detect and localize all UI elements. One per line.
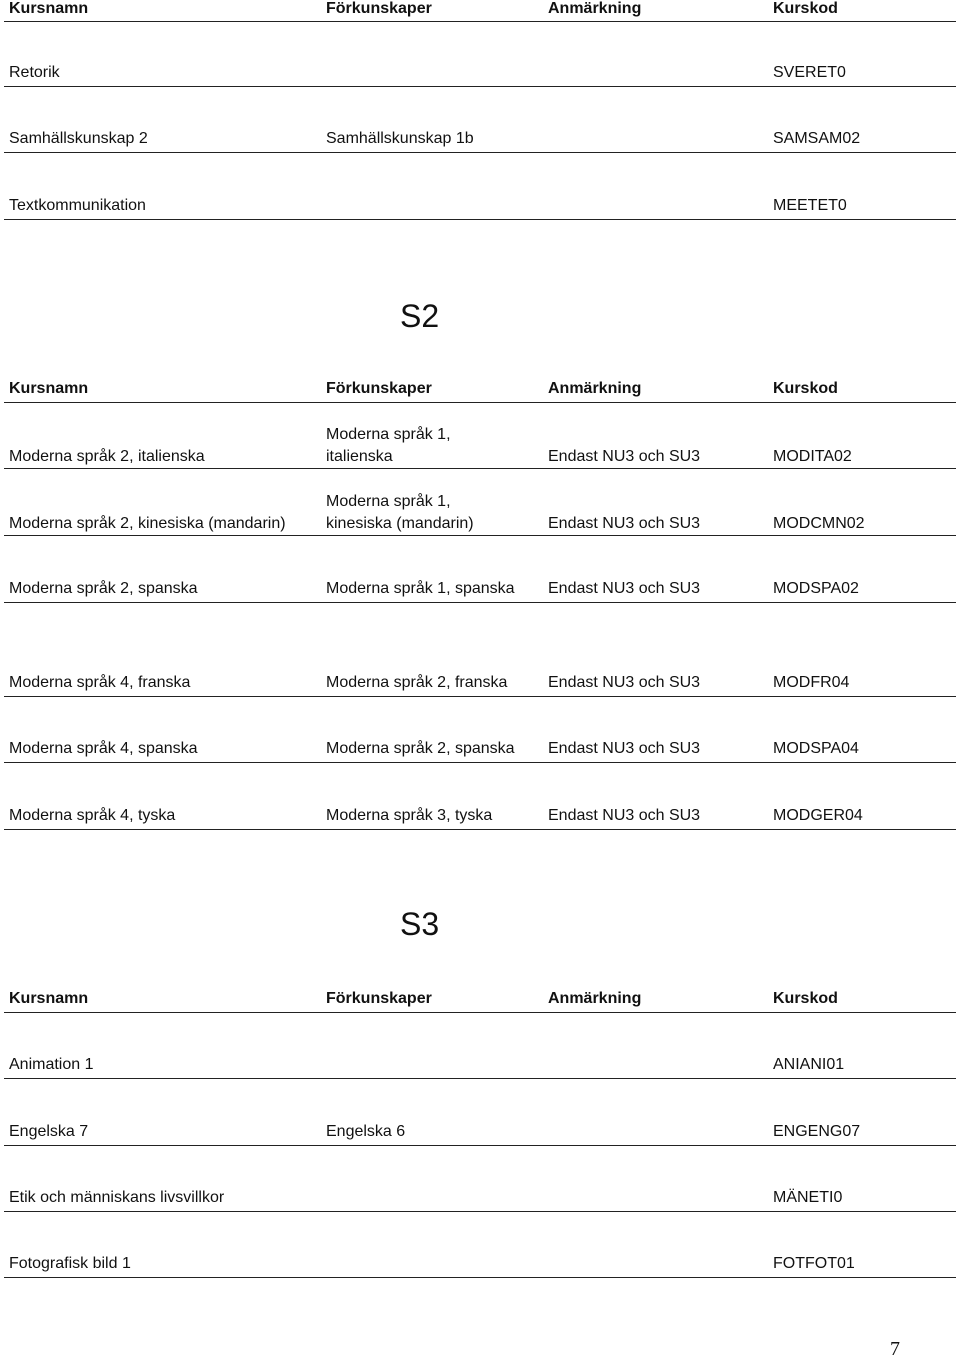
table-header-row (4, 988, 956, 1013)
header-anmarkning: Anmärkning (548, 380, 642, 397)
course-name: Moderna språk 4, tyska (9, 807, 176, 824)
header-forkunskaper: Förkunskaper (326, 0, 432, 17)
course-prereq: Samhällskunskap 1b (326, 130, 474, 147)
table-row (4, 128, 956, 153)
table-row (4, 805, 956, 830)
table-row (4, 486, 956, 536)
course-prereq: Moderna språk 1, spanska (326, 580, 515, 597)
course-prereq: Moderna språk 3, tyska (326, 807, 493, 824)
course-note: Endast NU3 och SU3 (548, 807, 701, 824)
table-row (4, 1253, 956, 1278)
course-prereq: Moderna språk 1, italienska (326, 426, 451, 465)
course-name: Samhällskunskap 2 (9, 130, 148, 147)
course-code: MODSPA04 (773, 740, 859, 757)
table-header-row (4, 378, 956, 403)
course-prereq: Engelska 6 (326, 1123, 406, 1140)
table-row (4, 1121, 956, 1146)
course-name: Animation 1 (9, 1056, 94, 1073)
course-name: Fotografisk bild 1 (9, 1255, 131, 1272)
course-note: Endast NU3 och SU3 (548, 740, 701, 757)
table-header-row (4, 0, 956, 22)
course-code: ANIANI01 (773, 1056, 845, 1073)
course-name: Moderna språk 4, spanska (9, 740, 198, 757)
course-code: MODCMN02 (773, 515, 865, 532)
header-forkunskaper: Förkunskaper (326, 380, 432, 397)
table-row (4, 578, 956, 603)
course-code: SAMSAM02 (773, 130, 861, 147)
course-code: MODITA02 (773, 448, 852, 465)
table-row (4, 1054, 956, 1079)
course-name: Moderna språk 2, kinesiska (mandarin) (9, 515, 286, 532)
course-code: MÄNETI0 (773, 1189, 843, 1206)
course-prereq: Moderna språk 1, kinesiska (mandarin) (326, 493, 474, 532)
page-number: 7 (890, 1338, 900, 1360)
section-heading: S2 (400, 298, 440, 334)
course-name: Textkommunikation (9, 197, 146, 214)
header-kursnamn: Kursnamn (9, 0, 89, 17)
course-note: Endast NU3 och SU3 (548, 674, 701, 691)
table-row (4, 738, 956, 763)
course-prereq: Moderna språk 2, franska (326, 674, 508, 691)
course-code: MODGER04 (773, 807, 863, 824)
header-anmarkning: Anmärkning (548, 990, 642, 1007)
course-code: FOTFOT01 (773, 1255, 855, 1272)
header-anmarkning: Anmärkning (548, 0, 642, 17)
header-forkunskaper: Förkunskaper (326, 990, 432, 1007)
course-prereq: Moderna språk 2, spanska (326, 740, 515, 757)
course-name: Moderna språk 2, italienska (9, 448, 205, 465)
header-kurskod: Kurskod (773, 990, 838, 1007)
header-kursnamn: Kursnamn (9, 380, 89, 397)
course-name: Moderna språk 2, spanska (9, 580, 198, 597)
header-kurskod: Kurskod (773, 380, 838, 397)
course-name: Engelska 7 (9, 1123, 89, 1140)
header-kurskod: Kurskod (773, 0, 838, 17)
course-note: Endast NU3 och SU3 (548, 448, 701, 465)
table-row (4, 1187, 956, 1212)
table-row (4, 672, 956, 697)
course-code: SVERET0 (773, 64, 846, 81)
course-code: MEETET0 (773, 197, 847, 214)
course-code: ENGENG07 (773, 1123, 861, 1140)
course-name: Etik och människans livsvillkor (9, 1189, 225, 1206)
table-row (4, 195, 956, 220)
course-name: Retorik (9, 64, 60, 81)
table-row (4, 420, 956, 469)
course-note: Endast NU3 och SU3 (548, 515, 701, 532)
course-name: Moderna språk 4, franska (9, 674, 191, 691)
header-kursnamn: Kursnamn (9, 990, 89, 1007)
section-heading: S3 (400, 906, 440, 942)
course-note: Endast NU3 och SU3 (548, 580, 701, 597)
course-code: MODSPA02 (773, 580, 859, 597)
table-row (4, 62, 956, 87)
course-code: MODFR04 (773, 674, 850, 691)
